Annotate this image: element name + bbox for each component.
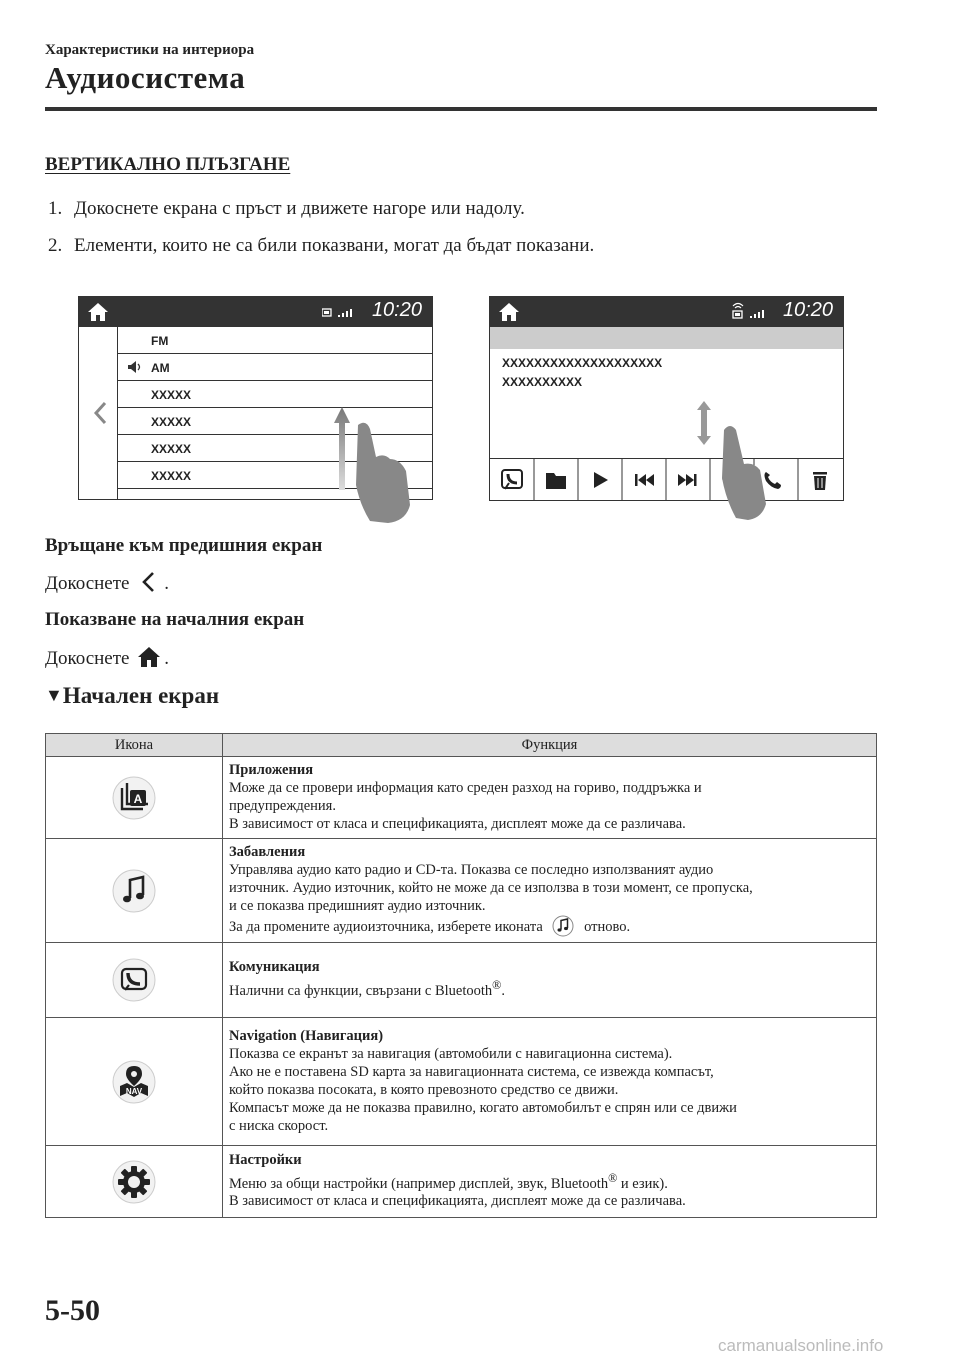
entertainment-icon [552, 915, 574, 937]
step-text: Докоснете екрана с пръст и движете нагоре или надолу. [74, 198, 525, 219]
home-icon[interactable] [498, 302, 520, 322]
list-item[interactable]: XXXXX [117, 435, 432, 462]
page-number: 5-50 [45, 1294, 100, 1327]
screen-header [490, 297, 843, 327]
step-2 [48, 235, 594, 257]
previous-track-icon[interactable] [635, 474, 654, 486]
status-icons [322, 308, 358, 318]
row-title: Комуникация [229, 959, 320, 976]
settings-icon [112, 1160, 156, 1204]
row-title: Забавления [229, 843, 306, 860]
table-row: Забавления Управлява аудио като радио и CD-та. Показва се последно използваният аудио източник. Аудио източник, който не може да се използва в този момент, се пропуска, и се показва предишният аудио източник. За да промените аудиоизточника, изберете иконата отново. [46, 839, 877, 943]
next-track-icon[interactable] [678, 474, 697, 486]
home-icon[interactable] [87, 302, 109, 322]
row-title: Приложения [229, 761, 314, 778]
table-header [46, 734, 877, 757]
watermark: carmanualsonline.info [718, 1336, 884, 1355]
page-title: Аудиосистема [45, 60, 246, 95]
communication-icon[interactable] [502, 470, 522, 489]
touch-gesture-icon [712, 420, 772, 520]
applications-icon [112, 776, 156, 820]
table-row: A Приложения Може да се провери информация като среден разход на гориво, поддръжка и предупреждения. В зависимост от класа и спецификацията, дисплеят може да се различава. [46, 757, 877, 839]
triangle-bullet-icon: ▼ [45, 685, 63, 705]
speaker-icon [127, 360, 143, 374]
table-row: NAV Navigation (Навигация) Показва се екранът за навигация (автомобили с навигационна система). Ако не е поставена SD карта за навигационната система, се извежда компасът, който показва посоката, в която превозното средство се движи. Компасът може да не показва правилно, когато автомобилът е спрян или се движи с ниска скорост. [46, 1018, 877, 1146]
back-icon [138, 570, 160, 594]
play-icon[interactable] [594, 472, 608, 488]
chevron-left-icon[interactable] [93, 401, 107, 425]
function-table [45, 733, 877, 1218]
screen-illustration-message [489, 296, 844, 501]
title-divider [45, 107, 877, 111]
list-item[interactable]: XXXXX [117, 408, 432, 435]
clock: 10:20 [371, 299, 422, 321]
home-heading: Показване на началния екран [45, 609, 305, 630]
table-row: Комуникация Налични са функции, свързани с Bluetooth®. [46, 943, 877, 1018]
subsection-title: ВЕРТИКАЛНО ПЛЪЗГАНЕ [45, 154, 291, 175]
communication-icon [112, 958, 156, 1002]
list-item[interactable]: AM [117, 354, 432, 381]
status-icons [731, 301, 771, 321]
list-item[interactable]: XXXXX [117, 381, 432, 408]
trash-icon[interactable] [813, 472, 827, 490]
home-screen-heading: ▼Начален екран [45, 683, 220, 708]
scroll-arrows-icon [696, 401, 712, 445]
step-text: Елементи, които не са били показвани, могат да бъдат показани. [74, 235, 595, 256]
step-1 [48, 198, 525, 220]
title-bar [490, 327, 843, 349]
row-title: Navigation (Навигация) [229, 1027, 384, 1044]
swipe-gesture-icon [326, 405, 416, 525]
toolbar [490, 458, 843, 501]
table-row: Настройки Меню за общи настройки (например дисплей, звук, Bluetooth® и език). В зависимост от класа и спецификацията, дисплеят може да се различава. [46, 1146, 877, 1218]
list-item[interactable]: XXXXX [117, 462, 432, 489]
screen-header [79, 297, 432, 327]
clock: 10:20 [782, 299, 833, 321]
home-icon [137, 646, 161, 668]
row-title: Настройки [229, 1151, 302, 1168]
navigation-icon [112, 1060, 156, 1104]
message-line: XXXXXXXXXX [502, 375, 583, 389]
entertainment-icon [112, 869, 156, 913]
list-item[interactable]: FM [117, 327, 432, 354]
home-instruction: Докоснете . [45, 648, 169, 669]
column-header-function: Функция [223, 734, 877, 757]
back-heading: Връщане към предишния екран [45, 535, 323, 556]
column-header-icon: Икона [46, 734, 223, 757]
section-label: Характеристики на интериора [45, 42, 255, 58]
folder-icon[interactable] [546, 473, 566, 489]
step-number: 1. [48, 198, 63, 219]
step-number: 2. [48, 235, 63, 256]
message-line: XXXXXXXXXXXXXXXXXXXX [502, 356, 663, 370]
svg-text:NAV: NAV [125, 1086, 143, 1096]
svg-text:A: A [133, 791, 143, 806]
back-instruction: Докоснете . [45, 570, 169, 595]
